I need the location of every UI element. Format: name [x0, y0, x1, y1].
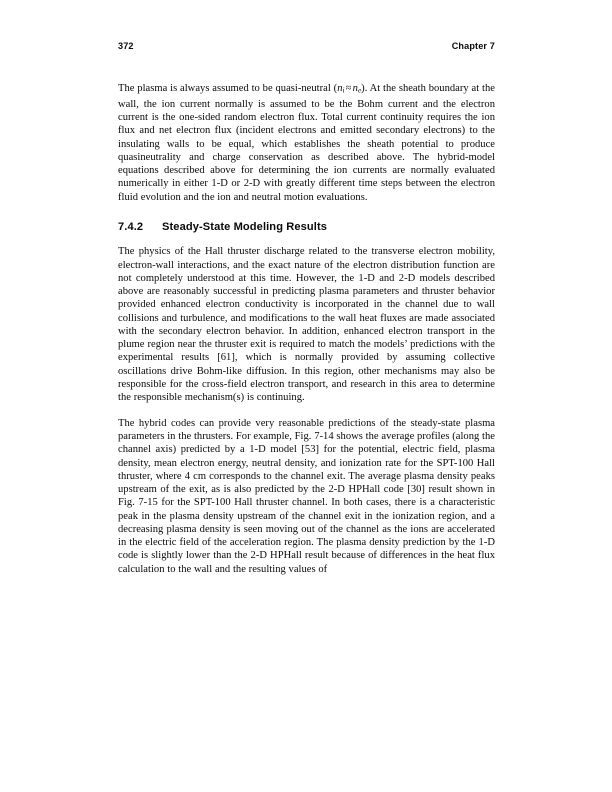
- math-open-paren: (: [333, 83, 338, 94]
- paragraph-1-text-before-math: The plasma is always assumed to be quasi-neutral: [118, 83, 334, 94]
- paragraph-2: The physics of the Hall thruster discharge related to the transverse electron mobility, electron-wall interactions, and the exact nature of the electron distribution function are not completely understood at this time. However, the 1-D and 2-D models described above are reasonably successful in predicting plasma parameters and thruster behavior provided enhanced electron conductivity is incorporated in the channel due to wall collisions and turbulence, and modifications to the wall heat fluxes are made associated with the secondary electron behavior. In addition, enhanced electron transport in the plume region near the thruster exit is required to match the models’ predictions with the experimental results [61], which is normally provided by assuming collective oscillations drive Bohm-like diffusion. In this region, other mechanisms may also be responsible for the cross-field electron transport, and research in this area to determine the responsible mechanism(s) is continuing.: [118, 246, 495, 404]
- page-number: 372: [118, 41, 134, 51]
- math-ion-density-symbol: n: [337, 83, 343, 94]
- quasi-neutrality-expression: [334, 83, 365, 94]
- math-electron-density-subscript: e: [357, 86, 362, 95]
- chapter-label: Chapter 7: [451, 41, 495, 51]
- section-heading: [118, 221, 495, 234]
- math-ion-density-subscript: i: [342, 86, 345, 95]
- section-title: Steady-State Modeling Results: [162, 220, 328, 233]
- math-close-paren: ): [361, 83, 365, 94]
- math-approx-operator: ≈: [345, 83, 352, 94]
- section-number: 7.4.2: [118, 220, 144, 233]
- paragraph-3: The hybrid codes can provide very reasonable predictions of the steady-state plasma parameters in the thrusters. For example, Fig. 7-14 shows the average profiles (along the channel axis) predicted by a 1-D model [53] for the potential, electric field, plasma density, mean electron energy, neutral density, and ionization rate for the SPT-100 Hall thruster, where 4 cm corresponds to the channel exit. The average plasma density peaks upstream of the exit, as is also predicted by the 2-D HPHall code [30] result shown in Fig. 7-15 for the SPT-100 Hall thruster channel. In both cases, there is a characteristic peak in the plasma density upstream of the channel exit in the ionization region, and a decreasing plasma density is seen moving out of the channel as the ions are accelerated in the electric field of the acceleration region. The plasma density prediction by the 1-D code is slightly lower than the 2-D HPHall result because of differences in the heat flux calculation to the wall and the resulting values of: [118, 417, 495, 575]
- running-header: [118, 41, 495, 51]
- paragraph-1: [118, 82, 495, 204]
- paragraph-1-text-after-math: . At the sheath boundary at the wall, the ion current normally is assumed to be the Bohm current and the electron current is the one-sided random electron flux. Total current continuity requires the ion flux and net electron flux (incident electrons and emitted secondary electrons) to the insulating walls to be equal, which establishes the sheath potential to produce quasineutrality and charge conservation as described above. The hybrid-model equations described above for determining the ion currents are normally evaluated numerically in either 1-D or 2-D with greatly different time steps between the electron fluid evolution and the ion and neutral motion evaluations.: [118, 83, 495, 203]
- body-text-column: [118, 82, 495, 576]
- math-electron-density-symbol: n: [352, 83, 358, 94]
